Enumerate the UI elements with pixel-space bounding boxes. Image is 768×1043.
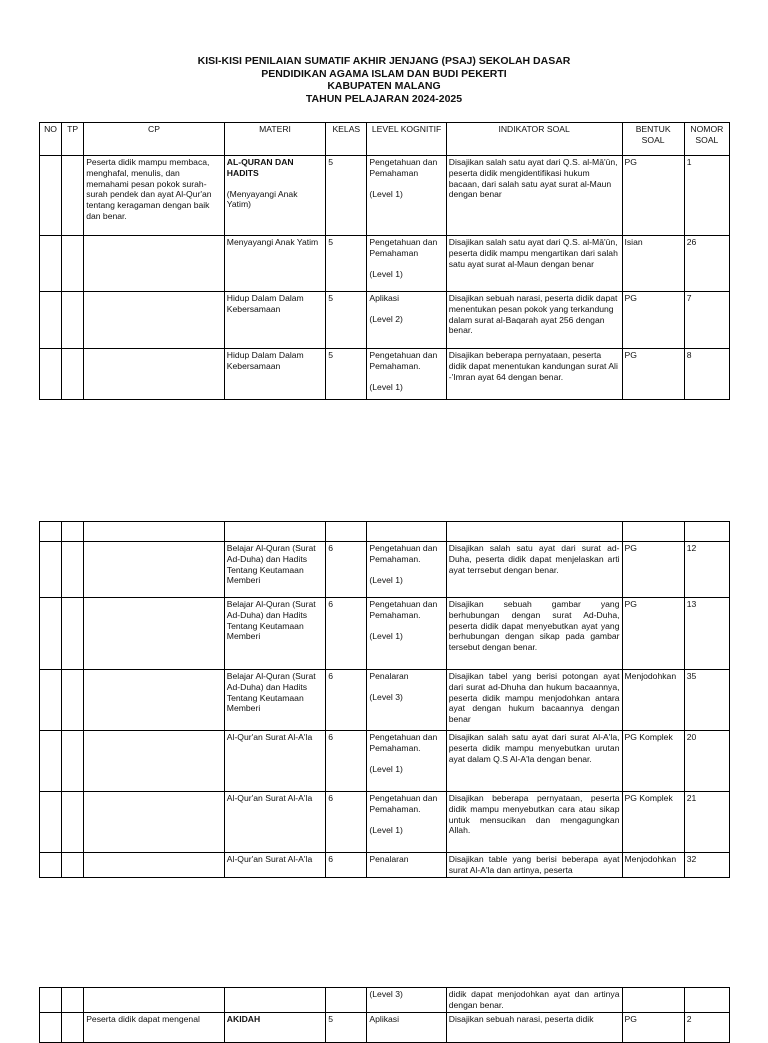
cell-no — [40, 598, 62, 670]
header-nomor: NOMOR SOAL — [684, 123, 729, 156]
cell-bentuk: Isian — [622, 236, 684, 292]
kisi-kisi-table-2 — [39, 521, 730, 878]
header-indikator: INDIKATOR SOAL — [446, 123, 622, 156]
title-line-1: KISI-KISI PENILAIAN SUMATIF AKHIR JENJANG (PSAJ) SEKOLAH DASAR — [197, 55, 571, 67]
cell-level — [367, 542, 446, 598]
level-sub: (Level 3) — [369, 691, 403, 702]
level-text: Pengetahuan dan Pemahaman. — [369, 732, 438, 753]
cell-cp — [84, 292, 225, 349]
cell-kelas: 5 — [326, 236, 367, 292]
cell-level — [367, 670, 446, 731]
table-row — [40, 156, 730, 236]
cell-bentuk: Menjodohkan — [622, 853, 684, 878]
cell-kelas: 5 — [326, 156, 367, 236]
cell-nomor: 8 — [684, 349, 729, 400]
header-cp: CP — [84, 123, 225, 156]
cell-bentuk: PG — [622, 292, 684, 349]
cell-level — [367, 156, 446, 236]
cell-materi: Menyayangi Anak Yatim — [224, 236, 325, 292]
cell-nomor: 21 — [684, 792, 729, 853]
cell-level — [367, 349, 446, 400]
cell-tp — [62, 292, 84, 349]
cell-bentuk: PG — [622, 542, 684, 598]
cell-kelas: 6 — [326, 670, 367, 731]
cell-indikator: Disajikan beberapa pernyataan, peserta didik dapat menentukan kandungan surat Ali -'Imran ayat 64 dengan benar. — [446, 349, 622, 400]
table-row — [40, 731, 730, 792]
cell-no — [40, 1012, 62, 1042]
cell-kelas: 5 — [326, 1012, 367, 1042]
level-sub: (Level 1) — [369, 268, 403, 279]
cell-no — [40, 853, 62, 878]
cell-indikator: didik dapat menjodohkan ayat dan artinya dengan benar. — [446, 988, 622, 1013]
level-text: Aplikasi — [369, 293, 400, 303]
cell-materi — [224, 156, 325, 236]
cell-kelas: 6 — [326, 792, 367, 853]
cell-materi: Al-Qur'an Surat Al-A'la — [224, 731, 325, 792]
table-header-row — [40, 123, 730, 156]
cell-tp — [62, 988, 84, 1013]
cell-nomor: 20 — [684, 731, 729, 792]
cell-level: Penalaran — [367, 853, 446, 878]
cell-no — [40, 988, 62, 1013]
cell-nomor: 7 — [684, 292, 729, 349]
cell-no — [40, 349, 62, 400]
cell-tp — [62, 792, 84, 853]
level-text: Pengetahuan dan Pemahaman — [369, 157, 438, 178]
cell-kelas — [326, 988, 367, 1013]
cell-materi: Hidup Dalam Dalam Kebersamaan — [224, 292, 325, 349]
cell-kelas: 6 — [326, 731, 367, 792]
cell-materi: Hidup Dalam Dalam Kebersamaan — [224, 349, 325, 400]
cell-bentuk: PG Komplek — [622, 792, 684, 853]
cell-nomor: 26 — [684, 236, 729, 292]
header-bentuk: BENTUK SOAL — [622, 123, 684, 156]
cell-nomor: 32 — [684, 853, 729, 878]
cell-bentuk — [622, 988, 684, 1013]
cell-cp — [84, 853, 225, 878]
cell-tp — [62, 542, 84, 598]
cell-tp — [62, 853, 84, 878]
cell-nomor: 35 — [684, 670, 729, 731]
cell-tp — [62, 349, 84, 400]
cell-indikator: Disajikan table yang berisi beberapa ayat surat Al-A'la dan artinya, peserta — [446, 853, 622, 878]
cell-cp — [84, 349, 225, 400]
level-sub: (Level 1) — [369, 188, 403, 199]
cell-kelas: 6 — [326, 542, 367, 598]
title-line-2: PENDIDIKAN AGAMA ISLAM DAN BUDI PEKERTI — [261, 67, 507, 80]
cell-nomor: 13 — [684, 598, 729, 670]
cell-bentuk: PG — [622, 1012, 684, 1042]
cell-bentuk: PG — [622, 349, 684, 400]
cell-bentuk: PG — [622, 156, 684, 236]
cell-indikator: Disajikan salah satu ayat dari Q.S. al-Mā'ūn, peserta didik mengidentifikasi hukum bacaan, dari salah satu ayat surat al-Maun dengan benar — [446, 156, 622, 236]
level-text: Pengetahuan dan Pemahaman. — [369, 599, 438, 620]
kisi-kisi-table-3 — [39, 987, 730, 1043]
cell-materi: Belajar Al-Quran (Surat Ad-Duha) dan Hadits Tentang Keutamaan Memberi — [224, 542, 325, 598]
cell-bentuk: PG Komplek — [622, 731, 684, 792]
cell-nomor: 2 — [684, 1012, 729, 1042]
level-text: Pengetahuan dan Pemahaman. — [369, 543, 438, 564]
cell-nomor: 1 — [684, 156, 729, 236]
cell-kelas: 5 — [326, 349, 367, 400]
cell-no — [40, 236, 62, 292]
table-row — [40, 542, 730, 598]
cell-tp — [62, 236, 84, 292]
cell-no — [40, 792, 62, 853]
cell-no — [40, 542, 62, 598]
level-sub: (Level 1) — [369, 381, 403, 392]
cell-nomor — [684, 988, 729, 1013]
cell-nomor: 12 — [684, 542, 729, 598]
table-row — [40, 236, 730, 292]
level-sub: (Level 1) — [369, 574, 403, 585]
cell-indikator: Disajikan salah satu ayat dari surat Al-A'la, peserta didik mampu menyebutkan urutan ayat dalam Q.S Al-A'la dengan benar. — [446, 731, 622, 792]
cell-no — [40, 731, 62, 792]
cell-tp — [62, 598, 84, 670]
materi-heading: AL-QURAN DAN HADITS — [226, 157, 294, 178]
cell-cp — [84, 236, 225, 292]
cell-cp — [84, 731, 225, 792]
cell-tp — [62, 1012, 84, 1042]
table-row — [40, 1012, 730, 1042]
cell-materi: Al-Qur'an Surat Al-A'la — [224, 853, 325, 878]
table-row — [40, 349, 730, 400]
cell-cp — [84, 542, 225, 598]
cell-no — [40, 292, 62, 349]
cell-level: (Level 3) — [367, 988, 446, 1013]
cell-bentuk: Menjodohkan — [622, 670, 684, 731]
header-materi: MATERI — [224, 123, 325, 156]
level-sub: (Level 1) — [369, 630, 403, 641]
table-row — [40, 598, 730, 670]
header-level: LEVEL KOGNITIF — [367, 123, 446, 156]
cell-level — [367, 292, 446, 349]
cell-indikator: Disajikan salah satu ayat dari Q.S. al-Mā'ūn, peserta didik mampu mengartikan dari salah satu ayat surat al-Maun dengan benar — [446, 236, 622, 292]
level-text: Pengetahuan dan Pemahaman — [369, 237, 438, 258]
cell-tp — [62, 731, 84, 792]
cell-indikator: Disajikan beberapa pernyataan, peserta didik mampu menyebutkan cara atau sikap untuk mensucikan dan mengagungkan Allah. — [446, 792, 622, 853]
cell-cp — [84, 792, 225, 853]
cell-cp — [84, 670, 225, 731]
cell-indikator: Disajikan salah satu ayat dari surat ad-Duha, peserta didik dapat menjelaskan arti ayat terrsebut dengan benar. — [446, 542, 622, 598]
table-row — [40, 988, 730, 1013]
table-row — [40, 292, 730, 349]
header-kelas: KELAS — [326, 123, 367, 156]
table-row — [40, 670, 730, 731]
cell-materi: Al-Qur'an Surat Al-A'la — [224, 792, 325, 853]
cell-indikator: Disajikan sebuah narasi, peserta didik dapat menentukan pesan pokok yang terkandung dalam surat al-Baqarah ayat 256 dengan benar. — [446, 292, 622, 349]
cell-level — [367, 236, 446, 292]
cell-indikator: Disajikan sebuah narasi, peserta didik — [446, 1012, 622, 1042]
cell-kelas: 6 — [326, 598, 367, 670]
cell-indikator: Disajikan tabel yang berisi potongan ayat dari surat ad-Dhuha dan hukum bacaannya, peserta didik mampu menjodohkan antara ayat dengan hukum bacaannya dengan benar — [446, 670, 622, 731]
table-row — [40, 853, 730, 878]
header-tp: TP — [62, 123, 84, 156]
cell-level — [367, 792, 446, 853]
level-sub: (Level 1) — [369, 824, 403, 835]
table-row — [40, 792, 730, 853]
level-text: Penalaran — [369, 671, 409, 681]
level-text: Pengetahuan dan Pemahaman. — [369, 350, 438, 371]
cell-materi: Belajar Al-Quran (Surat Ad-Duha) dan Hadits Tentang Keutamaan Memberi — [224, 670, 325, 731]
cell-level: Aplikasi — [367, 1012, 446, 1042]
cell-tp — [62, 670, 84, 731]
header-no: NO — [40, 123, 62, 156]
cell-cp: Peserta didik mampu membaca, menghafal, menulis, dan memahami pesan pokok surah-surah pendek dan ayat Al-Qur'an tentang keragaman dengan baik dan benar. — [84, 156, 225, 236]
title-line-4: TAHUN PELAJARAN 2024-2025 — [305, 92, 463, 105]
level-text: Pengetahuan dan Pemahaman. — [369, 793, 438, 814]
title-line-3: KABUPATEN MALANG — [327, 80, 441, 93]
cell-materi: Belajar Al-Quran (Surat Ad-Duha) dan Hadits Tentang Keutamaan Memberi — [224, 598, 325, 670]
document-title — [0, 55, 768, 105]
level-sub: (Level 1) — [369, 763, 403, 774]
cell-cp: Peserta didik dapat mengenal — [84, 1012, 225, 1042]
table-blank-header-row — [40, 522, 730, 542]
cell-level — [367, 598, 446, 670]
kisi-kisi-table-1 — [39, 122, 730, 400]
cell-level — [367, 731, 446, 792]
cell-tp — [62, 156, 84, 236]
level-sub: (Level 2) — [369, 313, 403, 324]
cell-kelas: 5 — [326, 292, 367, 349]
cell-cp — [84, 988, 225, 1013]
cell-materi — [224, 988, 325, 1013]
cell-bentuk: PG — [622, 598, 684, 670]
cell-indikator: Disajikan sebuah gambar yang berhubungan dengan surat Ad-Duha, peserta didik dapat menyebutkan ayat yang berhubungan dengan sikap pada gambar tersebut dengan benar. — [446, 598, 622, 670]
cell-cp — [84, 598, 225, 670]
cell-materi: AKIDAH — [224, 1012, 325, 1042]
materi-sub: (Menyayangi Anak Yatim) — [226, 188, 298, 210]
cell-no — [40, 156, 62, 236]
cell-kelas: 6 — [326, 853, 367, 878]
cell-no — [40, 670, 62, 731]
